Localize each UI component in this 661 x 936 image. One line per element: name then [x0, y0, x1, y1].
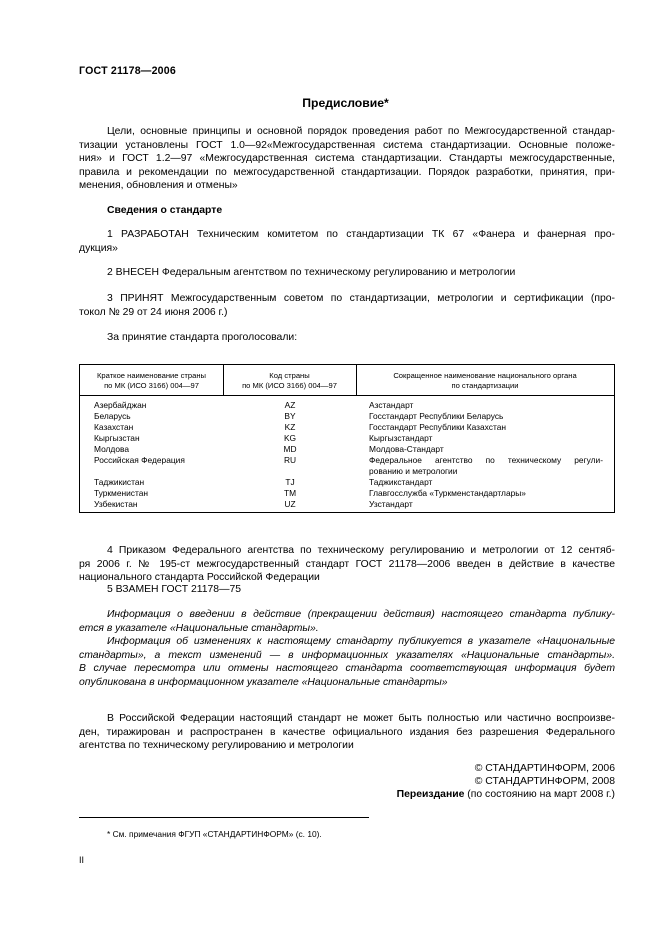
- intro-line: менения, обновления и отмены»: [79, 180, 238, 192]
- code-cell: KZ: [284, 422, 296, 432]
- copyright-line: © СТАНДАРТИНФОРМ, 2006: [474, 763, 615, 774]
- country-cell: Беларусь: [94, 411, 131, 421]
- header-body-line: Сокращенное наименование национального органа: [393, 371, 577, 380]
- country-cell: Кыргызстан: [94, 433, 140, 443]
- table-row: [80, 444, 614, 455]
- voted-line: [79, 331, 615, 345]
- country-cell: Туркменистан: [94, 488, 148, 498]
- item-3-line: 3 ПРИНЯТ Межгосударственным советом по стандартизации, метрологии и сертификации (про-: [107, 293, 615, 304]
- notice-line: В Российской Федерации настоящий стандарт не может быть полностью или частично воспроизве-: [107, 713, 615, 724]
- country-cell: Молдова: [94, 444, 129, 454]
- info-line: ется в указателе «Национальные стандарты».: [79, 622, 319, 634]
- body-cell: Узстандарт: [369, 499, 413, 509]
- table-row: [80, 499, 614, 510]
- country-cell: Казахстан: [94, 422, 134, 432]
- copyright-line: © СТАНДАРТИНФОРМ, 2008: [474, 776, 615, 787]
- intro-line: ния» и ГОСТ 1.2—97 «Межгосударственная система стандартизации. Стандарты межгосударственные,: [79, 153, 615, 165]
- info-line: опубликована в информационном указателе «Национальные стандарты»: [79, 676, 448, 688]
- info-line: стандарты», а текст изменений — в информационных указателях «Национальные стандарты».: [79, 649, 615, 661]
- item-4-line: 4 Приказом Федерального агентства по техническому регулированию и метрологии от 12 сентяб-: [107, 545, 615, 556]
- header-code-line: по МК (ИСО 3166) 004—97: [242, 381, 337, 390]
- intro-line: Цели, основные принципы и основной порядок проведения работ по Межгосударственной стандар-: [107, 126, 615, 137]
- table-row: [80, 411, 614, 422]
- item-4-line: ря 2006 г. № 195-ст межгосударственный стандарт ГОСТ 21178—2006 введен в действие в качестве: [79, 558, 615, 570]
- body-cell: Таджикстандарт: [369, 477, 433, 487]
- info-line: Информация об изменениях к настоящему стандарту публикуется в указателе «Национальные: [107, 636, 615, 648]
- body-cell: Госстандарт Республики Казахстан: [369, 422, 506, 432]
- country-cell: Российская Федерация: [94, 455, 185, 465]
- table-row: [80, 422, 614, 433]
- item-3-line: токол № 29 от 24 июня 2006 г.): [79, 306, 228, 318]
- notice-line: ден, тиражирован и распространен в качестве официального издания без разрешения Федерального: [79, 726, 615, 738]
- item-3: [79, 292, 615, 319]
- item-2-line: 2 ВНЕСЕН Федеральным агентством по техническому регулированию и метрологии: [107, 267, 516, 278]
- body-cell: Госстандарт Республики Беларусь: [369, 411, 504, 421]
- code-cell: TJ: [285, 477, 295, 487]
- table-row: [80, 488, 614, 499]
- header-code: [223, 371, 356, 391]
- code-cell: BY: [284, 411, 296, 421]
- copyright-notice: [79, 712, 615, 753]
- country-cell: Узбекистан: [94, 499, 138, 509]
- page-title: Предисловие*: [302, 96, 389, 110]
- info-line: Информация о введении в действие (прекращении действия) настоящего стандарта публику-: [107, 609, 615, 620]
- header-body: [356, 371, 614, 391]
- body-cell: Азстандарт: [369, 400, 414, 410]
- body-cell: Кыргызстандарт: [369, 433, 433, 443]
- item-5-line: 5 ВЗАМЕН ГОСТ 21178—75: [107, 584, 242, 595]
- body-cell: Федеральное агентство по техническому регули-: [369, 455, 603, 465]
- country-cell: Азербайджан: [94, 400, 147, 410]
- footnote-divider: [79, 817, 369, 818]
- reissue-label: Переиздание: [396, 789, 465, 800]
- info-italic-block: [79, 608, 615, 690]
- item-5: [79, 583, 615, 597]
- intro-paragraph: [79, 125, 615, 193]
- item-2: [79, 266, 615, 280]
- voted-text: За принятие стандарта проголосовали:: [107, 332, 298, 343]
- code-cell: MD: [283, 444, 297, 454]
- body-cell: Главгосслужба «Туркменстандартлары»: [369, 488, 526, 498]
- header-country-line: Краткое наименование страны: [97, 371, 206, 380]
- table-row: [80, 477, 614, 488]
- code-cell: RU: [283, 455, 297, 465]
- reissue-date: (по состоянию на март 2008 г.): [464, 789, 615, 800]
- info-line: В случае пересмотра или отмены настоящего стандарта соответствующая информация будет: [79, 663, 615, 675]
- table-row: [80, 455, 614, 477]
- notice-line: агентства по техническому регулированию и метрологии: [79, 740, 354, 752]
- country-cell: Таджикистан: [94, 477, 145, 487]
- voting-table: [79, 364, 615, 513]
- item-1: [79, 228, 615, 255]
- item-4: [79, 544, 615, 585]
- item-4-line: национального стандарта Российской Федерации: [79, 572, 320, 584]
- intro-line: правила и рекомендации по межгосударственной стандартизации. Порядок разработки, принятия, при-: [79, 166, 615, 178]
- table-row: [80, 433, 614, 444]
- body-cell: Молдова-Стандарт: [369, 444, 444, 454]
- code-cell: AZ: [284, 400, 296, 410]
- header-body-line: по стандартизации: [451, 381, 519, 390]
- section-heading: Сведения о стандарте: [107, 205, 223, 216]
- body-cell-continued: рованию и метрологии: [369, 466, 458, 476]
- code-cell: UZ: [284, 499, 296, 509]
- item-1-line: 1 РАЗРАБОТАН Техническим комитетом по стандартизации ТК 67 «Фанера и фанерная про-: [107, 229, 615, 240]
- reissue-line: [397, 788, 615, 801]
- copyright-block: [397, 762, 615, 801]
- code-cell: TM: [283, 488, 297, 498]
- document-code-header: ГОСТ 21178—2006: [79, 65, 176, 77]
- item-1-line: дукция»: [79, 242, 118, 254]
- header-code-line: Код страны: [269, 371, 310, 380]
- intro-line: тизации установлены ГОСТ 1.0—92«Межгосударственная система стандартизации. Основные положе-: [79, 139, 615, 151]
- page-number: II: [79, 855, 85, 865]
- header-country-line: по МК (ИСО 3166) 004—97: [104, 381, 199, 390]
- footnote: * См. примечания ФГУП «СТАНДАРТИНФОРМ» (с. 10).: [107, 829, 322, 839]
- table-row: [80, 400, 614, 411]
- code-cell: KG: [283, 433, 297, 443]
- header-country: [80, 371, 223, 391]
